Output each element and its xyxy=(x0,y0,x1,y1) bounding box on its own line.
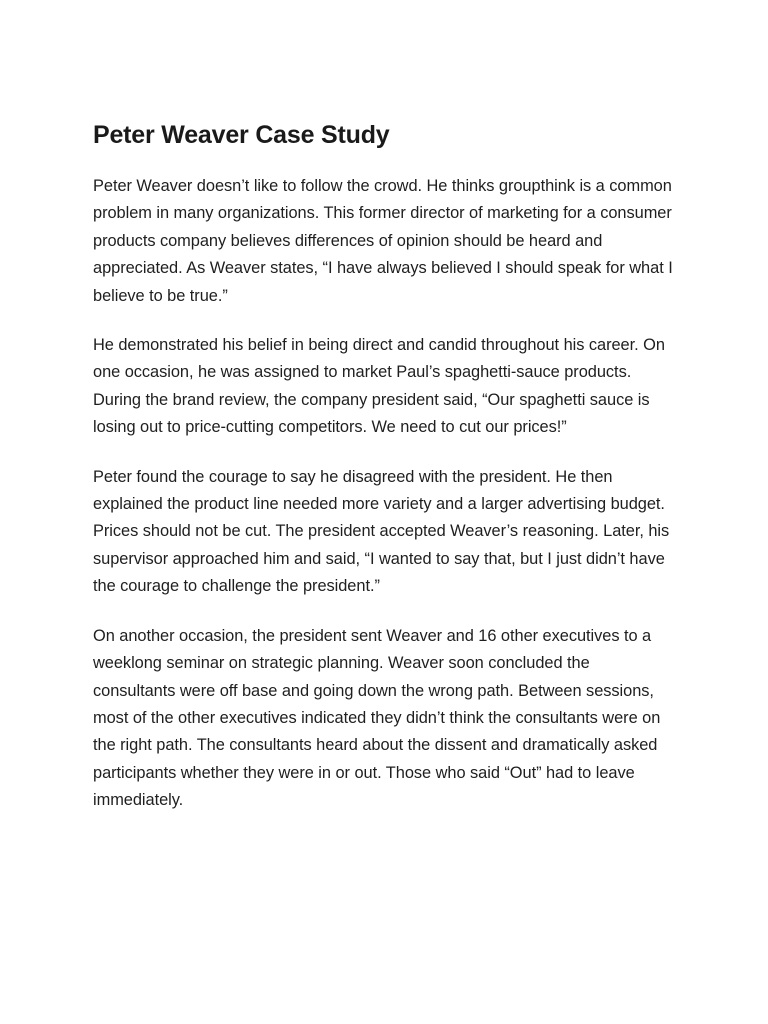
paragraph-1: Peter Weaver doesn’t like to follow the crowd. He thinks groupthink is a common problem in many organizations. This former director of marketing for a consumer products company believes differences of opinion should be heard and appreciated. As Weaver states, “I have always believed I should speak for what I believe to be true.” xyxy=(93,177,673,305)
paragraph-2: He demonstrated his belief in being direct and candid throughout his career. On one occasion, he was assigned to market Paul’s spaghetti-sauce products. During the brand review, the company president said, “Our spaghetti sauce is losing out to price-cutting competitors. We need to cut our prices!” xyxy=(93,336,665,437)
paragraph-3: Peter found the courage to say he disagreed with the president. He then explained the product line needed more variety and a larger advertising budget. Prices should not be cut. The president accepted Weaver’s reasoning. Later, his supervisor approached him and said, “I wanted to say that, but I just didn’t have the courage to challenge the president.” xyxy=(93,467,670,596)
page-title: Peter Weaver Case Study xyxy=(93,121,390,149)
paragraph-4: On another occasion, the president sent Weaver and 16 other executives to a weeklong seminar on strategic planning. Weaver soon concluded the consultants were off base and going down the wrong path. Between sessions, most of the other executives indicated they didn’t think the consultants were on the right path. The consultants heard about the dissent and dramatically asked participants whether they were in or out. Those who said “Out” had to leave immediately. xyxy=(93,626,661,810)
